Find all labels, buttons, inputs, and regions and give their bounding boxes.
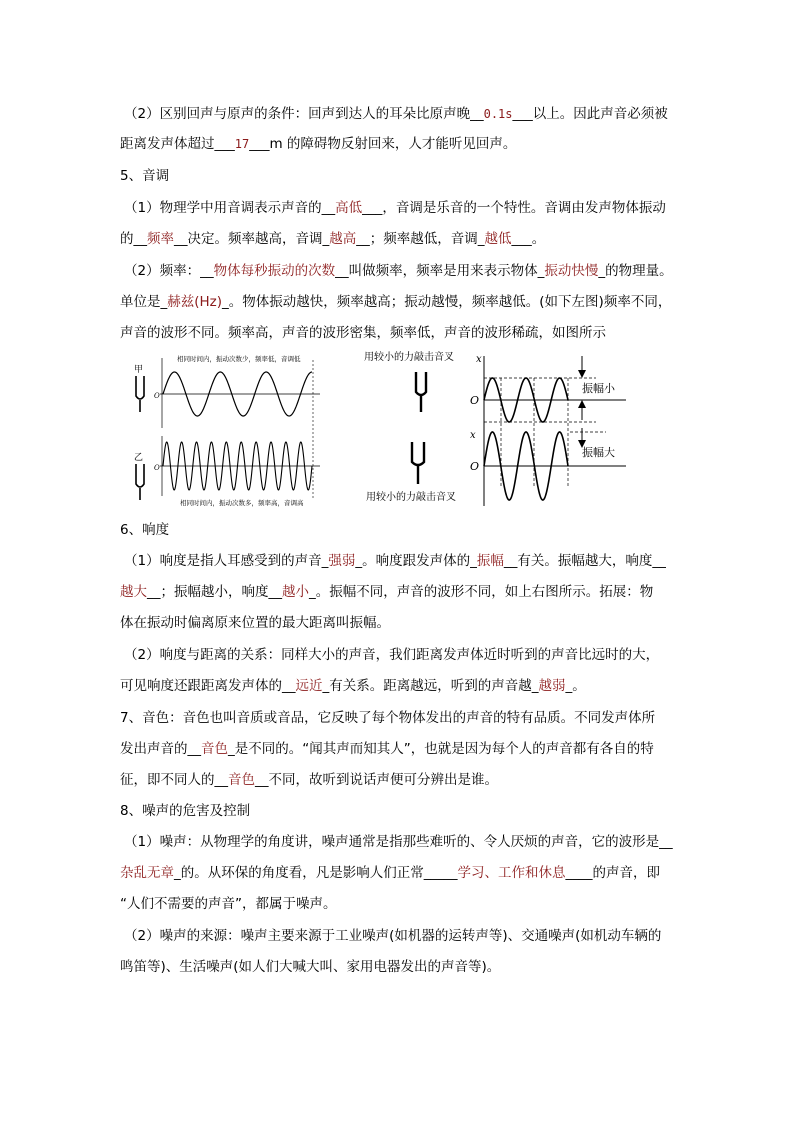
text: __；频率越低，音调_ <box>356 231 485 247</box>
loudness-line-3: 体在振动时偏离原来位置的最大距离叫振幅。 <box>120 615 390 631</box>
echo-condition-line-2 <box>120 134 516 154</box>
text: __ <box>470 106 484 122</box>
axis-origin: O <box>154 392 160 400</box>
text: __有关。振幅越大，响度__ <box>503 553 666 569</box>
tuning-fork-icon <box>136 376 144 412</box>
answer: 远近 <box>295 678 323 694</box>
text: _。振幅不同，声音的波形不同，如上右图所示。拓展：物 <box>309 584 654 600</box>
tuning-fork-icon <box>412 442 424 484</box>
text: _的物理量。 <box>598 263 673 279</box>
pitch-line-1 <box>124 198 666 218</box>
answer: 频率 <box>147 231 174 247</box>
text: （2）区别回声与原声的条件：回声到达人的耳朵比原声晚 <box>124 106 471 122</box>
axis-x-label: x <box>470 430 476 441</box>
answer: 高低 <box>335 200 363 216</box>
text: 距离发声体超过___ <box>120 136 235 152</box>
text: _是不同的。“闻其声而知其人”，也就是因为每个人的声音都有各自的特 <box>228 741 654 757</box>
text: _有关系。距离越远，听到的声音越_ <box>322 678 539 694</box>
noise-line-3: “人们不需要的声音”，都属于噪声。 <box>120 896 337 912</box>
answer: 越低 <box>484 231 512 247</box>
section-8-title: 8、噪声的危害及控制 <box>120 803 251 819</box>
timbre-line-2 <box>120 739 654 759</box>
amplitude-large-label: 振幅大 <box>582 446 615 459</box>
text: ___。 <box>511 231 546 247</box>
answer: 杂乱无章 <box>120 865 174 881</box>
answer: 17 <box>234 137 250 151</box>
answer: 赫兹(Hz) <box>167 294 223 310</box>
tuning-fork-icon <box>136 464 144 500</box>
text: ___m 的障碍物反射回来，人才能听见回声。 <box>249 136 517 152</box>
answer: 强弱 <box>328 553 356 569</box>
text: 单位是_ <box>120 294 168 310</box>
arrow-up-icon <box>578 400 586 408</box>
axis-origin: O <box>470 460 480 473</box>
text: ___，音调是乐音的一个特性。音调由发声物体振动 <box>362 200 666 216</box>
text: ____的声音，即 <box>565 865 660 881</box>
axis-origin: O <box>470 394 480 407</box>
section-5-title: 5、音调 <box>120 168 170 184</box>
text: （1）物理学中用音调表示声音的__ <box>124 200 336 216</box>
text: 发出声音的__ <box>120 741 201 757</box>
noise-line-5: 鸣笛等)、生活噪声(如人们大喊大叫、家用电器发出的声音等)。 <box>120 959 501 975</box>
text: _。物体振动越快，频率越高；振动越慢，频率越低。(如下左图)频率不同， <box>222 294 672 310</box>
loudness-line-1 <box>124 551 666 571</box>
text: （1）响度是指人耳感受到的声音_ <box>124 553 329 569</box>
pitch-line-2 <box>120 229 545 249</box>
timbre-line-1: 7、音色：音色也叫音质或音品，它反映了每个物体发出的声音的特有品质。不同发声体所 <box>120 710 656 726</box>
text: __叫做频率，频率是用来表示物体_ <box>335 263 545 279</box>
echo-condition-line-1 <box>124 104 668 124</box>
text: 征，即不同人的__ <box>120 772 228 788</box>
answer: 越高 <box>329 231 357 247</box>
text: __；振幅越小，响度__ <box>147 584 282 600</box>
answer: 振动快慢 <box>544 263 599 279</box>
answer: 越弱 <box>538 678 566 694</box>
figure-caption-bottom: 用较小的力敲击音叉 <box>366 492 456 503</box>
frequency-waveform-figure <box>130 350 330 510</box>
amplitude-waveform-figure <box>356 346 636 510</box>
high-frequency-wave <box>163 442 312 490</box>
timbre-line-3 <box>120 770 498 790</box>
noise-line-4: （2）噪声的来源：噪声主要来源于工业噪声(如机器的运转声等)、交通噪声(如机动车辆的 <box>124 928 662 944</box>
answer: 音色 <box>201 741 228 757</box>
section-6-title: 6、响度 <box>120 522 170 538</box>
text: __决定。频率越高，音调_ <box>174 231 330 247</box>
label-yi: 乙 <box>134 453 144 463</box>
frequency-line-3: 声音的波形不同。频率高，声音的波形密集，频率低，声音的波形稀疏，如图所示 <box>120 325 606 341</box>
frequency-line-2 <box>120 292 671 312</box>
text: _的。从环保的角度看，凡是影响人们正常_____ <box>174 865 458 881</box>
answer: 学习、工作和休息 <box>457 865 566 881</box>
label-jia: 甲 <box>134 365 144 375</box>
text: （2）频率：__ <box>124 263 214 279</box>
answer: 0.1s <box>483 107 513 121</box>
text: __不同，故听到说话声便可分辨出是谁。 <box>255 772 498 788</box>
text: _。响度跟发声体的_ <box>355 553 477 569</box>
amplitude-small-label: 振幅小 <box>582 382 615 395</box>
text: 的__ <box>120 231 147 247</box>
figure-caption-top: 相同时间内，振动次数少，频率低，音调低 <box>177 355 301 363</box>
answer: 振幅 <box>476 553 504 569</box>
answer: 音色 <box>228 772 255 788</box>
frequency-line-1 <box>124 261 673 281</box>
answer: 越小 <box>282 584 309 600</box>
answer: 越大 <box>120 584 147 600</box>
loudness-line-5 <box>120 676 586 696</box>
noise-line-1: （1）噪声：从物理学的角度讲，噪声通常是指那些难听的、令人厌烦的声音，它的波形是__ <box>124 834 673 850</box>
arrow-down-icon <box>578 370 586 378</box>
loudness-line-4: （2）响度与距离的关系：同样大小的声音，我们距离发声体近时听到的声音比远时的大， <box>124 647 660 663</box>
figure-caption-top: 用较小的力敲击音叉 <box>364 352 454 363</box>
text: ___以上。因此声音必须被 <box>512 106 668 122</box>
axis-x-label: x <box>476 354 482 365</box>
text: 可见响度还跟距离发声体的__ <box>120 678 296 694</box>
figure-caption-bottom: 相同时间内，振动次数多，频率高，音调高 <box>180 499 304 507</box>
axis-origin: O <box>154 464 160 472</box>
loudness-line-2 <box>120 582 653 602</box>
tuning-fork-icon <box>416 372 426 412</box>
text: _。 <box>565 678 586 694</box>
answer: 物体每秒振动的次数 <box>213 263 336 279</box>
noise-line-2 <box>120 863 660 883</box>
